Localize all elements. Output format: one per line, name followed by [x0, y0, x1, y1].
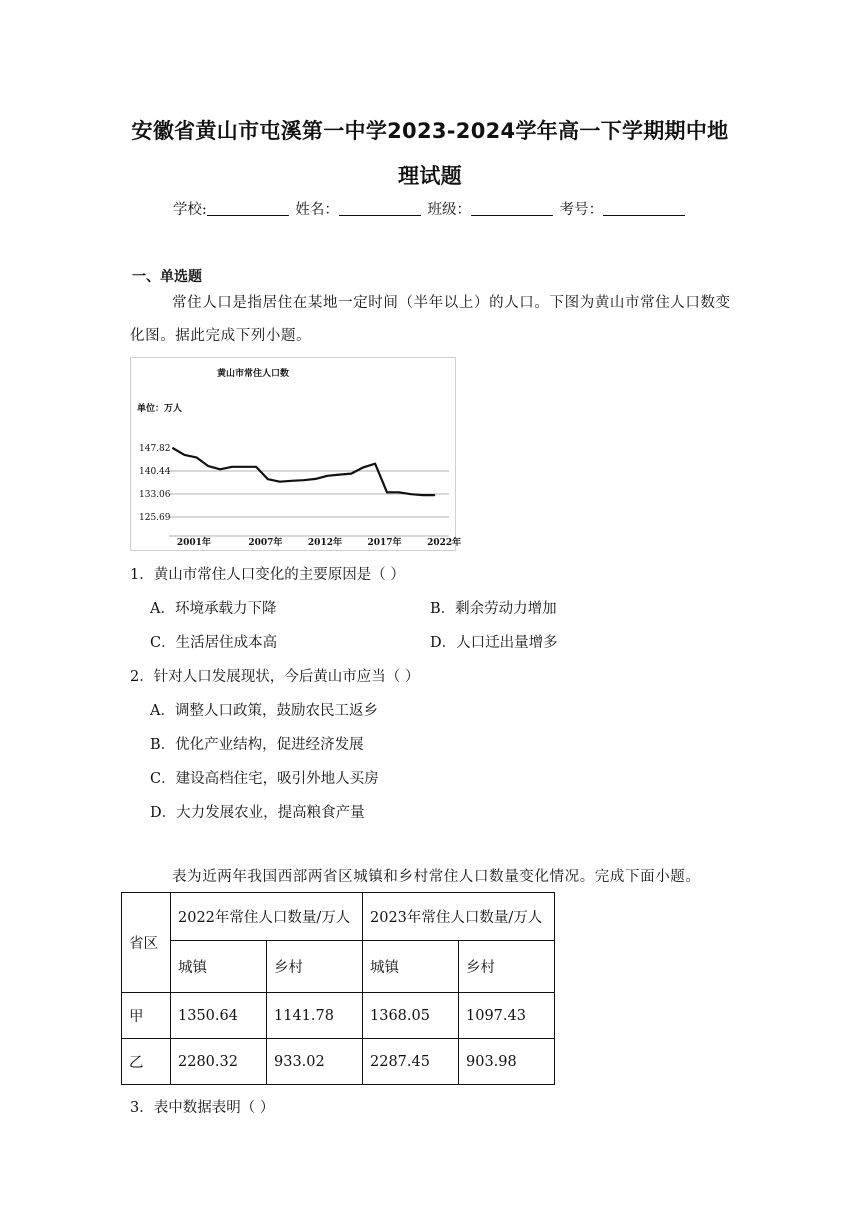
q1-option-c[interactable]: C．生活居住成本高	[150, 635, 278, 651]
q2-option-a[interactable]: A．调整人口政策，鼓励农民工返乡	[150, 703, 378, 719]
chart-unit-label: 单位：万人	[137, 404, 183, 414]
chart-data-point	[232, 466, 233, 467]
name-label: 姓名：	[295, 202, 339, 218]
chart-title: 黄山市常住人口数	[217, 369, 290, 379]
class-blank[interactable]	[471, 202, 553, 216]
passage1-line2: 化图。据此完成下列小题。	[130, 328, 312, 344]
chart-x-tick-label: 2022年	[427, 538, 462, 548]
chart-data-point	[208, 466, 209, 467]
population-table	[121, 892, 555, 1085]
chart-data-point	[386, 492, 387, 493]
question-2-stem: 2．针对人口发展现状，今后黄山市应当（ ）	[130, 669, 420, 685]
q2-option-c[interactable]: C．建设高档住宅，吸引外地人买房	[150, 771, 379, 787]
chart-data-point	[243, 466, 244, 467]
chart-data-point	[255, 466, 256, 467]
chart-y-tick-label: 125.69	[139, 513, 171, 523]
chart-svg	[131, 358, 462, 550]
table-corner-header: 省区	[122, 893, 171, 993]
chart-y-tick-label: 133.06	[139, 490, 171, 501]
table-row-name: 乙	[122, 1039, 171, 1085]
population-line-chart	[130, 357, 462, 551]
table-cell: 1141.78	[267, 993, 363, 1039]
q2-option-b[interactable]: B．优化产业结构，促进经济发展	[150, 737, 364, 753]
chart-data-point	[398, 492, 399, 493]
exam-number-blank[interactable]	[603, 202, 685, 216]
school-label: 学校:	[172, 202, 207, 218]
table-row	[122, 1039, 555, 1085]
table-cell: 1368.05	[363, 993, 459, 1039]
chart-data-point	[422, 495, 423, 496]
question-1-stem: 1．黄山市常住人口变化的主要原因是（ ）	[130, 567, 405, 583]
chart-data-point	[339, 474, 340, 475]
chart-series-line	[173, 448, 435, 495]
table-row	[122, 993, 555, 1039]
table-cell: 933.02	[267, 1039, 363, 1085]
table-cell: 2287.45	[363, 1039, 459, 1085]
table-subheader-rural-2023: 乡村	[459, 941, 555, 993]
exam-title-line1: 安徽省黄山市屯溪第一中学2023-2024学年高一下学期期中地	[131, 119, 729, 143]
table-row-name: 甲	[122, 993, 171, 1039]
chart-x-ticks	[177, 536, 461, 548]
question-3-stem: 3．表中数据表明（ ）	[130, 1100, 275, 1116]
chart-y-tick-label: 140.44	[139, 467, 171, 478]
chart-data-point	[410, 494, 411, 495]
chart-gridlines	[169, 471, 449, 536]
passage1-line1: 常住人口是指居住在某地一定时间（半年以上）的人口。下图为黄山市常住人口数变	[172, 295, 731, 311]
chart-data-point	[196, 457, 197, 458]
q1-option-b[interactable]: B．剩余劳动力增加	[430, 601, 557, 617]
chart-data-point	[279, 481, 280, 482]
school-blank[interactable]	[207, 202, 289, 216]
chart-data-point	[434, 495, 435, 496]
chart-x-tick-label: 2017年	[367, 538, 402, 548]
chart-data-point	[291, 480, 292, 481]
chart-data-point	[315, 478, 316, 479]
table-year-header-2023: 2023年常住人口数量/万人	[363, 893, 555, 941]
chart-data-point	[327, 475, 328, 476]
chart-series	[172, 447, 435, 495]
chart-x-tick-label: 2001年	[176, 538, 211, 548]
student-info-fields	[0, 198, 860, 219]
chart-data-point	[375, 463, 376, 464]
table-year-header-2022: 2022年常住人口数量/万人	[171, 893, 363, 941]
table-cell: 2280.32	[171, 1039, 267, 1085]
name-blank[interactable]	[339, 202, 421, 216]
passage2: 表为近两年我国西部两省区城镇和乡村常住人口数量变化情况。完成下面小题。	[172, 869, 701, 885]
chart-data-point	[220, 469, 221, 470]
exam-title-line2: 理试题	[398, 164, 462, 188]
table-cell: 903.98	[459, 1039, 555, 1085]
chart-data-point	[172, 447, 173, 448]
chart-data-point	[363, 467, 364, 468]
chart-y-ticks	[139, 444, 171, 523]
chart-data-point	[303, 480, 304, 481]
chart-data-point	[184, 454, 185, 455]
q1-option-a[interactable]: A．环境承载力下降	[150, 601, 277, 617]
chart-data-point	[351, 473, 352, 474]
chart-data-point	[267, 479, 268, 480]
table-cell: 1097.43	[459, 993, 555, 1039]
table-subheader-urban-2023: 城镇	[363, 941, 459, 993]
table-subheader-urban-2022: 城镇	[171, 941, 267, 993]
table-cell: 1350.64	[171, 993, 267, 1039]
table-subheader-rural-2022: 乡村	[267, 941, 363, 993]
section-title: 一、单选题	[132, 269, 202, 285]
class-label: 班级：	[427, 202, 471, 218]
chart-x-tick-label: 2012年	[307, 538, 342, 548]
q2-option-d[interactable]: D．大力发展农业，提高粮食产量	[150, 805, 365, 821]
exam-number-label: 考号：	[559, 202, 604, 218]
chart-y-tick-label: 147.82	[139, 444, 171, 454]
chart-x-tick-label: 2007年	[248, 538, 283, 548]
q1-option-d[interactable]: D．人口迁出量增多	[430, 635, 558, 651]
